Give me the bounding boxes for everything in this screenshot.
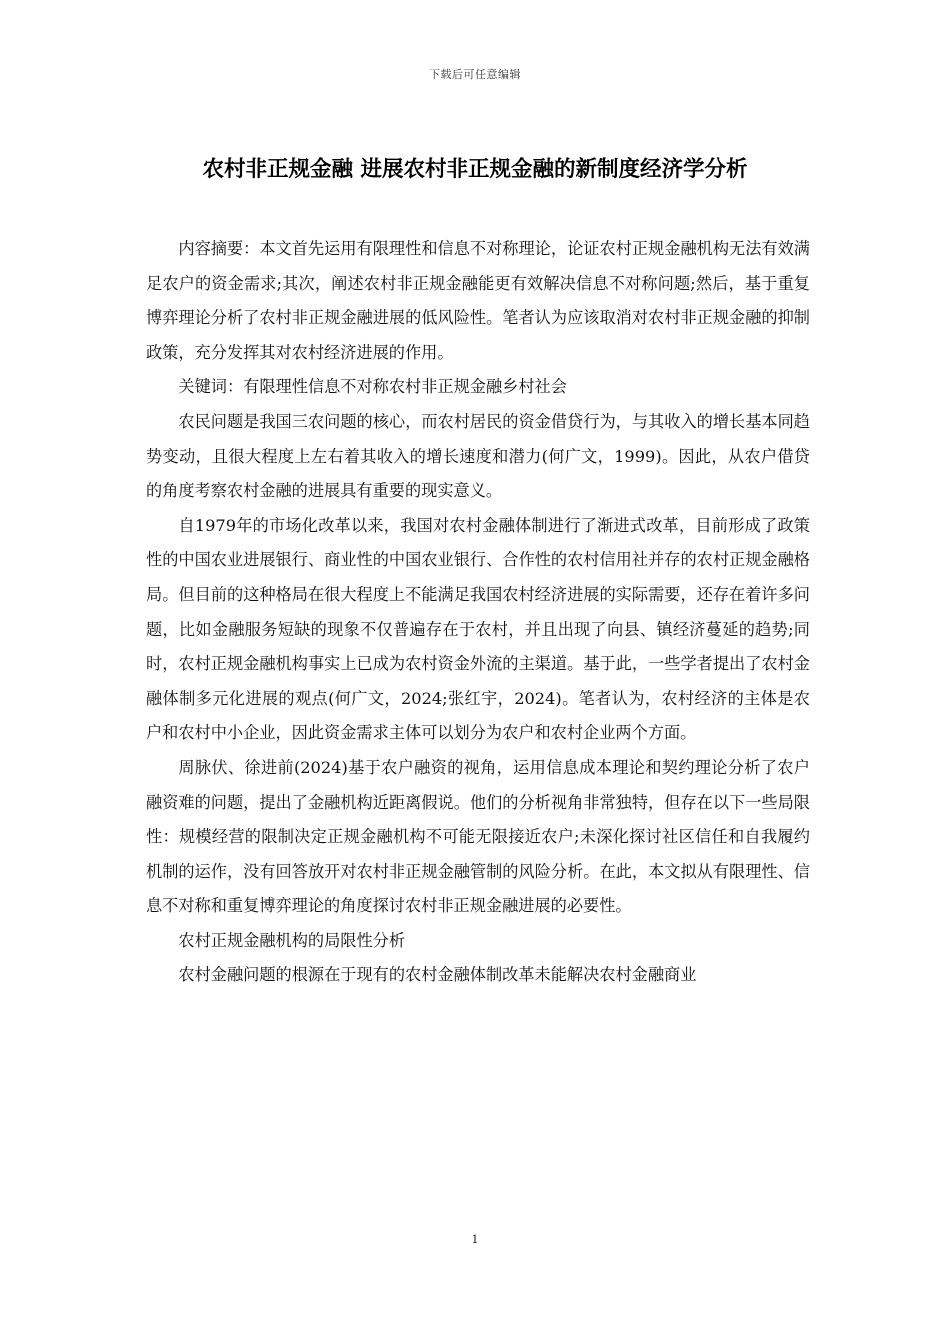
page-header: 下载后可任意编辑	[429, 68, 521, 81]
body-paragraph: 农村金融问题的根源在于现有的农村金融体制改革未能解决农村金融商业	[178, 965, 697, 985]
body-paragraph: 周脉伏、徐进前(2024)基于农户融资的视角，运用信息成本理论和契约理论分析了农户融资难的问题，提出了金融机构近距离假说。他们的分析视角非常独特，但存在以下一些局限性：规模经营的限制决定正规金融机构不可能无限接近农户;未深化探讨社区信任和自我履约机制的运作，没有回答放开对农村非正规金融管制的风险分析。在此，本文拟从有限理性、信息不对称和重复博弈理论的角度探讨农村非正规金融进展的必要性。	[146, 757, 810, 916]
section-heading: 农村正规金融机构的局限性分析	[178, 930, 406, 950]
page-number: 1	[471, 1233, 479, 1246]
body-paragraph: 自1979年的市场化改革以来，我国对农村金融体制进行了渐进式改革，目前形成了政策性的中国农业进展银行、商业性的中国农业银行、合作性的农村信用社并存的农村正规金融格局。但目前的这种格局在很大程度上不能满足我国农村经济进展的实际需要，还存在着许多问题，比如金融服务短缺的现象不仅普遍存在于农村，并且出现了向县、镇经济蔓延的趋势;同时，农村正规金融机构事实上已成为农村资金外流的主渠道。基于此，一些学者提出了农村金融体制多元化进展的观点(何广文，2024;张红宇，2024)。笔者认为，农村经济的主体是农户和农村中小企业，因此资金需求主体可以划分为农户和农村企业两个方面。	[146, 515, 810, 743]
abstract-paragraph: 内容摘要：本文首先运用有限理性和信息不对称理论，论证农村正规金融机构无法有效满足农户的资金需求;其次，阐述农村非正规金融能更有效解决信息不对称问题;然后，基于重复博弈理论分析了农村非正规金融进展的低风险性。笔者认为应该取消对农村非正规金融的抑制政策，充分发挥其对农村经济进展的作用。	[146, 239, 810, 362]
keywords-paragraph: 关键词：有限理性信息不对称农村非正规金融乡村社会	[178, 377, 567, 397]
document-title: 农村非正规金融 进展农村非正规金融的新制度经济学分析	[202, 157, 748, 182]
body-paragraph: 农民问题是我国三农问题的核心，而农村居民的资金借贷行为，与其收入的增长基本同趋势变动，且很大程度上左右着其收入的增长速度和潜力(何广文，1999)。因此，从农户借贷的角度考察农村金融的进展具有重要的现实意义。	[146, 411, 810, 501]
document-body	[146, 232, 810, 993]
